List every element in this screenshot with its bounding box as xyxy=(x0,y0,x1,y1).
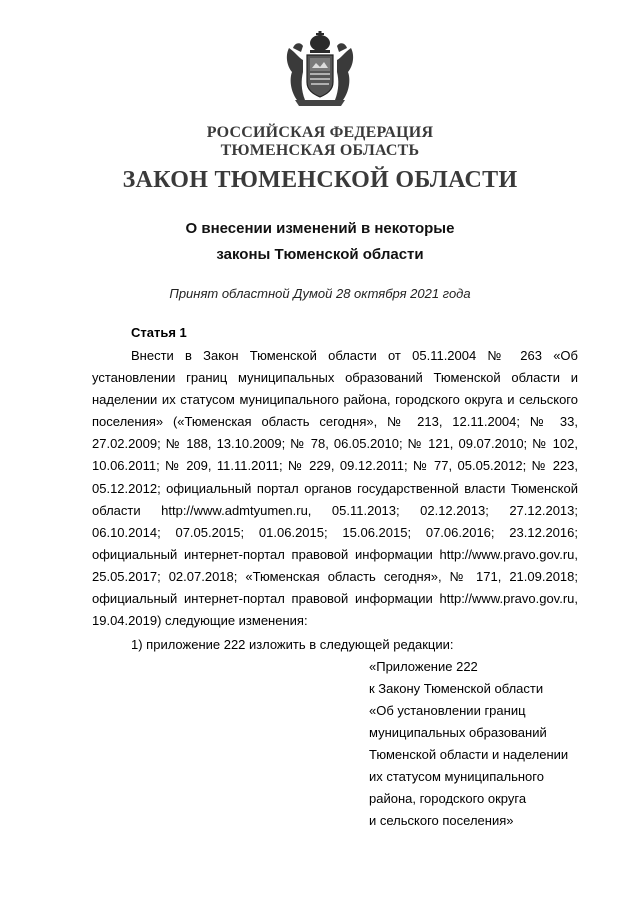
annex-header-block xyxy=(369,656,589,832)
law-title-line-1: О внесении изменений в некоторые xyxy=(185,220,455,237)
annex-line: их статусом муниципального xyxy=(369,769,544,784)
region-header: ТЮМЕНСКАЯ ОБЛАСТЬ xyxy=(220,142,420,159)
annex-line: и сельского поселения» xyxy=(369,813,514,828)
amendment-item-1: 1) приложение 222 изложить в следующей редакции: xyxy=(131,637,454,652)
annex-line: к Закону Тюменской области xyxy=(369,681,544,696)
article-body xyxy=(92,345,578,632)
article-body-text: Внести в Закон Тюменской области от 05.11.2004 № 263 «Об установлении границ муниципальных образований Тюменской области и наделении их статусом муниципального района, городского округа и сельского поселения» («Тюменская область сегодня», № 213, 12.11.2004; № 33, 27.02.2009; № 188, 13.10.2009; № 78, 06.05.2010; № 121, 09.07.2010; № 102, 10.06.2011; № 209, 11.11.2011; № 229, 09.12.2011; № 77, 05.05.2012; № 223, 05.12.2012; официальный портал органов государственной власти Тюменской области http://www.admtyumen.ru, 05.11.2013; 02.12.2013; 27.12.2013; 06.10.2014; 07.05.2015; 01.06.2015; 15.06.2015; 07.06.2016; 23.12.2016; официальный интернет-портал правовой информации http://www.pravo.gov.ru, 25.05.2017; 02.07.2018; «Тюменская область сегодня», № 171, 21.09.2018; официальный интернет-портал правовой информации http://www.pravo.gov.ru, 19.04.2019) следующие изменения: xyxy=(92,348,578,629)
annex-line: муниципальных образований xyxy=(369,725,547,740)
annex-line: района, городского округа xyxy=(369,791,527,806)
article-heading: Статья 1 xyxy=(131,325,187,340)
annex-line: «Приложение 222 xyxy=(369,659,478,674)
adoption-note: Принят областной Думой 28 октября 2021 года xyxy=(169,286,471,301)
federation-header: РОССИЙСКАЯ ФЕДЕРАЦИЯ xyxy=(206,124,434,141)
annex-line: Тюменской области и наделении xyxy=(369,747,569,762)
law-title-line-2: законы Тюменской области xyxy=(216,246,424,263)
tyumen-region-coat-of-arms-icon xyxy=(283,30,357,110)
law-type-header: ЗАКОН ТЮМЕНСКОЙ ОБЛАСТИ xyxy=(122,167,518,193)
annex-line: «Об установлении границ xyxy=(369,703,526,718)
